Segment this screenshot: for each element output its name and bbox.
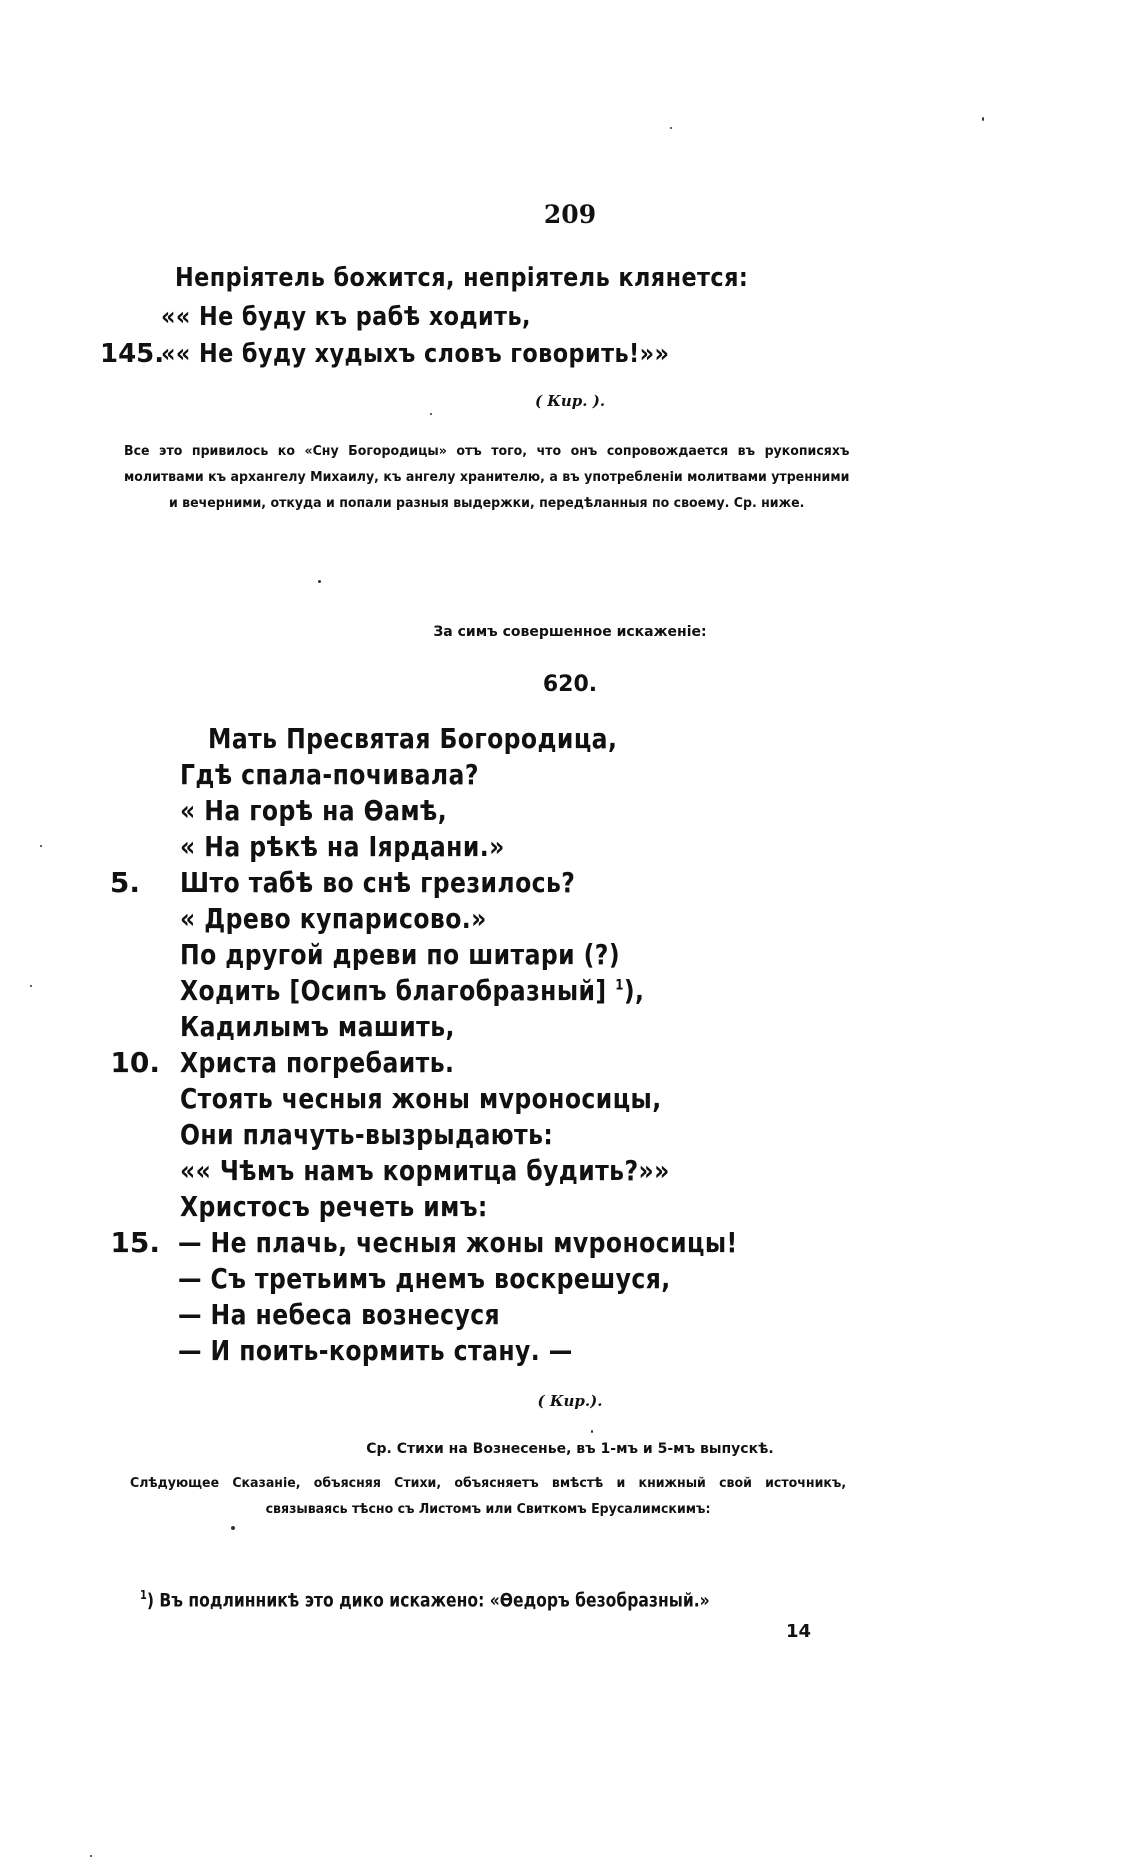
verse-line: « Древо купарисово.»: [180, 902, 487, 935]
verse-line: Гдѣ спала-почивала?: [180, 758, 479, 791]
scan-speck: [231, 1526, 235, 1530]
commentary-paragraph: Все это привилось ко «Сну Богородицы» отъ того, что онъ сопровождается въ рукописяхъ молитвами къ архангелу Михаилу, къ ангелу хранителю, а въ употребленіи молитвами утренними и вечерними, откуда и попали разныя выдержки, передѣланныя по своему. Ср. ниже.: [124, 443, 850, 511]
verse-line: По другой древи по шитари (?): [180, 938, 621, 971]
verse-text: Ходить [Осипъ благобразный]: [180, 974, 607, 1007]
footnote-reference: 1: [615, 977, 624, 994]
verse-line: Мать Пресвятая Богородица,: [208, 722, 618, 755]
verse-line: Христосъ речеть имъ:: [180, 1190, 488, 1223]
verse-line: Они плачуть-вызрыдають:: [180, 1118, 554, 1151]
page-number: 209: [543, 200, 597, 229]
line-number: 15.: [110, 1226, 160, 1259]
verse-line: «« Не буду къ рабѣ ходить,: [161, 302, 531, 332]
scan-speck: [90, 1855, 92, 1857]
scan-speck: [318, 580, 321, 583]
signature-mark: 14: [786, 1621, 812, 1642]
scan-speck: [40, 845, 42, 847]
verse-line: Христа погребаить.: [180, 1046, 455, 1079]
source-citation: ( Кир. ).: [534, 392, 606, 410]
verse-line: — Не плачь, чесныя жоны мvроносицы!: [178, 1226, 738, 1259]
scan-speck: [591, 1430, 593, 1433]
following-paragraph: Слѣдующее Сказаніе, объясняя Стихи, объясняетъ вмѣстѣ и книжный свой источникъ, связываясь тѣсно съ Листомъ или Свиткомъ Ерусалимскимъ:: [130, 1475, 847, 1517]
line-number: 10.: [110, 1046, 160, 1079]
verse-line: «« Чѣмъ намъ кормитца будить?»»: [180, 1154, 670, 1187]
verse-line: « На горѣ на Ѳамѣ,: [180, 794, 448, 827]
verse-line: [180, 974, 644, 1007]
verse-line: Стоять чесныя жоны мvроносицы,: [180, 1082, 662, 1115]
scan-speck: [430, 413, 432, 415]
footnote-text: ) Въ подлинникѣ это дико искажено: «Ѳедоръ безобразный.»: [146, 1589, 710, 1612]
verse-line: Непріятель божится, непріятель клянется:: [175, 263, 749, 293]
scan-speck: [30, 985, 32, 987]
footnote: [140, 1588, 710, 1611]
song-number: 620.: [542, 672, 598, 697]
source-citation: ( Кир.).: [537, 1392, 603, 1410]
scan-speck: [670, 127, 672, 129]
verse-text-after: ),: [623, 974, 645, 1007]
line-number: 145.: [100, 339, 165, 369]
verse-line: Кадилымъ машить,: [180, 1010, 455, 1043]
footnote-marker: 1: [140, 1588, 147, 1602]
line-number: 5.: [109, 866, 140, 899]
verse-line: «« Не буду худыхъ словъ говорить!»»: [161, 339, 670, 369]
scan-speck: [982, 117, 984, 121]
verse-line: — На небеса вознесуся: [178, 1298, 501, 1331]
verse-line: « На рѣкѣ на Іярдани.»: [180, 830, 505, 863]
verse-line: Што табѣ во снѣ грезилось?: [180, 866, 576, 899]
cross-reference: Ср. Стихи на Вознесенье, въ 1-мъ и 5-мъ выпускѣ.: [366, 1441, 774, 1457]
intro-line: За симъ совершенное искаженіе:: [433, 624, 707, 640]
verse-line: — И поить-кормить стану. —: [178, 1334, 573, 1367]
verse-line: — Съ третьимъ днемъ воскрешуся,: [178, 1262, 671, 1295]
